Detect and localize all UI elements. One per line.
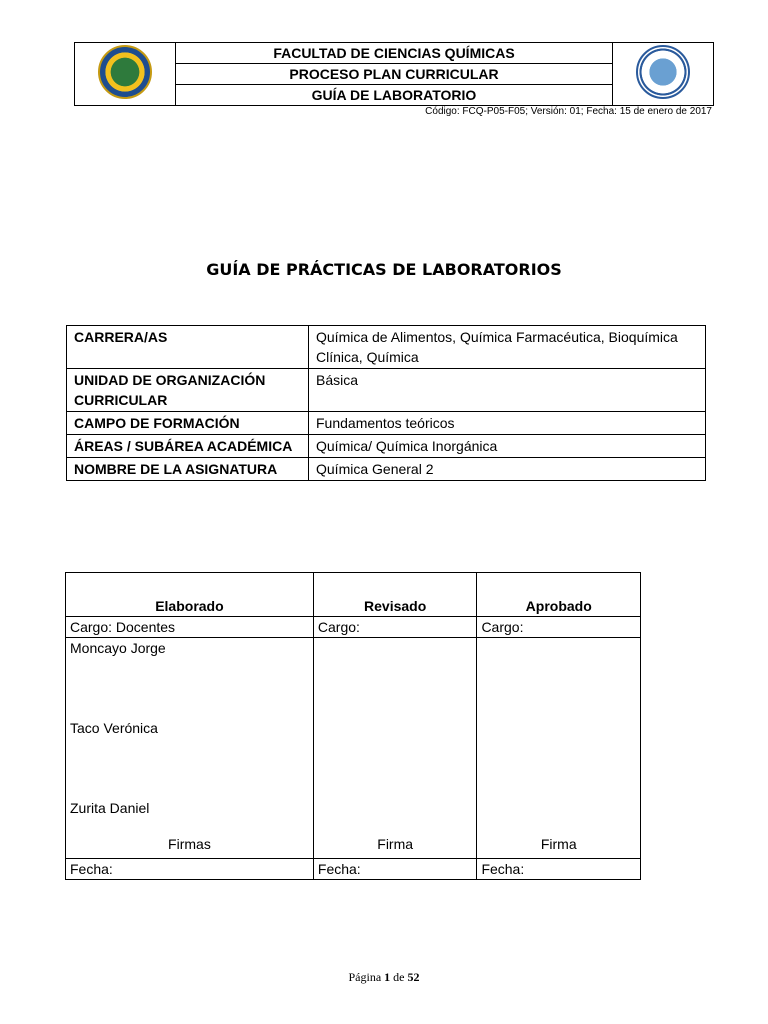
info-label: CAMPO DE FORMACIÓN: [67, 412, 309, 435]
page-number: [0, 970, 768, 985]
page-prefix: Página: [348, 970, 382, 984]
signature-cell-revisado: [313, 638, 477, 859]
author-name: Moncayo Jorge: [70, 640, 166, 656]
right-logo-cell: [613, 43, 714, 106]
table-row: [67, 326, 706, 369]
header-elaborado: Elaborado: [66, 573, 314, 617]
signature-table: [65, 572, 641, 880]
info-value: Química de Alimentos, Química Farmacéutica, Bioquímica Clínica, Química: [309, 326, 706, 369]
info-label: UNIDAD DE ORGANIZACIÓN CURRICULAR: [67, 369, 309, 412]
firma-label: Firma: [540, 836, 577, 852]
cargo-elaborado: Cargo: Docentes: [66, 617, 314, 638]
table-row: [67, 435, 706, 458]
header-line-faculty: FACULTAD DE CIENCIAS QUÍMICAS: [176, 43, 613, 64]
info-value: Fundamentos teóricos: [309, 412, 706, 435]
signature-cell-elaborado: [66, 638, 314, 859]
university-seal-icon: [98, 45, 152, 99]
header-line-process: PROCESO PLAN CURRICULAR: [176, 64, 613, 85]
cargo-aprobado: Cargo:: [477, 617, 641, 638]
firma-label: Firmas: [168, 836, 211, 852]
table-row: [67, 369, 706, 412]
author-name: Zurita Daniel: [70, 800, 150, 816]
cargo-revisado: Cargo:: [313, 617, 477, 638]
document-code-line: Código: FCQ-P05-F05; Versión: 01; Fecha: 15 de enero de 2017: [425, 106, 712, 117]
signature-cell-aprobado: [477, 638, 641, 859]
info-label: NOMBRE DE LA ASIGNATURA: [67, 458, 309, 481]
fecha-elaborado: Fecha:: [66, 859, 314, 880]
page-of: de: [393, 970, 405, 984]
current-page: 1: [384, 970, 391, 984]
author-name: Taco Verónica: [70, 720, 158, 736]
info-label: CARRERA/AS: [67, 326, 309, 369]
firma-label: Firma: [377, 836, 414, 852]
table-row: [67, 458, 706, 481]
info-label: ÁREAS / SUBÁREA ACADÉMICA: [67, 435, 309, 458]
total-pages: 52: [407, 970, 420, 984]
info-value: Química/ Química Inorgánica: [309, 435, 706, 458]
faculty-seal-icon: [636, 45, 690, 99]
header-revisado: Revisado: [313, 573, 477, 617]
course-info-table: [66, 325, 706, 481]
table-row: [67, 412, 706, 435]
header-aprobado: Aprobado: [477, 573, 641, 617]
info-value: Básica: [309, 369, 706, 412]
left-logo-cell: [75, 43, 176, 106]
info-value: Química General 2: [309, 458, 706, 481]
header-line-guide: GUÍA DE LABORATORIO: [176, 85, 613, 106]
fecha-revisado: Fecha:: [313, 859, 477, 880]
page-title: GUÍA DE PRÁCTICAS DE LABORATORIOS: [206, 260, 562, 279]
fecha-aprobado: Fecha:: [477, 859, 641, 880]
document-header: [74, 42, 714, 106]
